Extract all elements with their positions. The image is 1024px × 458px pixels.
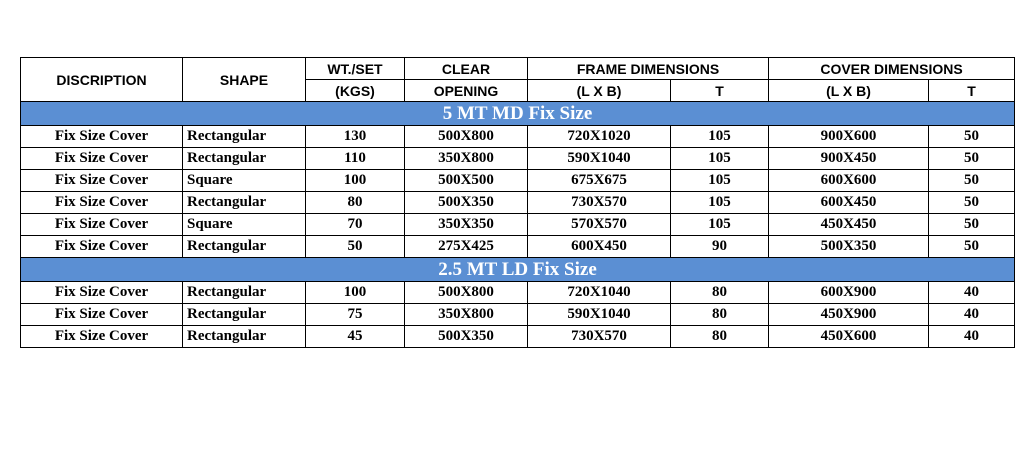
cell-shape: Rectangular bbox=[183, 236, 306, 258]
specification-table bbox=[20, 57, 1015, 348]
table-body bbox=[21, 102, 1015, 348]
table-row bbox=[21, 170, 1015, 192]
cell-frame-lxb: 590X1040 bbox=[528, 148, 671, 170]
section-band bbox=[21, 102, 1015, 126]
cell-clear-opening: 500X800 bbox=[405, 282, 528, 304]
table-row bbox=[21, 282, 1015, 304]
cell-frame-thickness: 80 bbox=[671, 304, 769, 326]
cell-frame-thickness: 105 bbox=[671, 126, 769, 148]
cell-frame-lxb: 590X1040 bbox=[528, 304, 671, 326]
cell-cover-thickness: 50 bbox=[929, 192, 1015, 214]
cell-clear-opening: 350X800 bbox=[405, 148, 528, 170]
cell-weight: 110 bbox=[306, 148, 405, 170]
table-row bbox=[21, 126, 1015, 148]
cell-cover-thickness: 40 bbox=[929, 326, 1015, 348]
cell-frame-lxb: 730X570 bbox=[528, 326, 671, 348]
cell-shape: Rectangular bbox=[183, 304, 306, 326]
cell-description: Fix Size Cover bbox=[21, 192, 183, 214]
cell-description: Fix Size Cover bbox=[21, 326, 183, 348]
cell-shape: Rectangular bbox=[183, 126, 306, 148]
cell-shape: Rectangular bbox=[183, 148, 306, 170]
cell-weight: 45 bbox=[306, 326, 405, 348]
cell-shape: Rectangular bbox=[183, 192, 306, 214]
cell-frame-thickness: 105 bbox=[671, 148, 769, 170]
cell-description: Fix Size Cover bbox=[21, 126, 183, 148]
cell-cover-thickness: 50 bbox=[929, 214, 1015, 236]
header-cover-thickness: T bbox=[929, 80, 1015, 102]
cell-cover-lxb: 600X900 bbox=[769, 282, 929, 304]
section-band bbox=[21, 258, 1015, 282]
cell-weight: 70 bbox=[306, 214, 405, 236]
cell-description: Fix Size Cover bbox=[21, 148, 183, 170]
cell-frame-lxb: 720X1040 bbox=[528, 282, 671, 304]
cell-clear-opening: 275X425 bbox=[405, 236, 528, 258]
cell-cover-thickness: 40 bbox=[929, 304, 1015, 326]
section-title: 2.5 MT LD Fix Size bbox=[21, 258, 1015, 282]
cell-clear-opening: 500X500 bbox=[405, 170, 528, 192]
cell-clear-opening: 500X350 bbox=[405, 192, 528, 214]
cell-cover-thickness: 50 bbox=[929, 126, 1015, 148]
cell-frame-lxb: 730X570 bbox=[528, 192, 671, 214]
header-cover-lxb: (L X B) bbox=[769, 80, 929, 102]
header-shape: SHAPE bbox=[183, 58, 306, 102]
cell-description: Fix Size Cover bbox=[21, 304, 183, 326]
cell-shape: Rectangular bbox=[183, 282, 306, 304]
cell-cover-lxb: 600X600 bbox=[769, 170, 929, 192]
cell-clear-opening: 500X800 bbox=[405, 126, 528, 148]
cell-cover-thickness: 50 bbox=[929, 170, 1015, 192]
cell-weight: 75 bbox=[306, 304, 405, 326]
cell-frame-thickness: 80 bbox=[671, 282, 769, 304]
cell-cover-lxb: 900X600 bbox=[769, 126, 929, 148]
cell-weight: 130 bbox=[306, 126, 405, 148]
cell-weight: 80 bbox=[306, 192, 405, 214]
cell-clear-opening: 350X350 bbox=[405, 214, 528, 236]
cell-frame-thickness: 80 bbox=[671, 326, 769, 348]
header-frame-lxb: (L X B) bbox=[528, 80, 671, 102]
cell-weight: 50 bbox=[306, 236, 405, 258]
header-frame-thickness: T bbox=[671, 80, 769, 102]
header-clear-opening: CLEAR bbox=[405, 58, 528, 80]
cell-cover-thickness: 50 bbox=[929, 236, 1015, 258]
cell-shape: Square bbox=[183, 214, 306, 236]
section-title: 5 MT MD Fix Size bbox=[21, 102, 1015, 126]
header-description: DISCRIPTION bbox=[21, 58, 183, 102]
cell-weight: 100 bbox=[306, 170, 405, 192]
header-weight: WT./SET bbox=[306, 58, 405, 80]
cell-cover-lxb: 600X450 bbox=[769, 192, 929, 214]
header-frame-dimensions: FRAME DIMENSIONS bbox=[528, 58, 769, 80]
cell-cover-lxb: 450X900 bbox=[769, 304, 929, 326]
cell-frame-thickness: 105 bbox=[671, 192, 769, 214]
table-row bbox=[21, 304, 1015, 326]
table-row bbox=[21, 192, 1015, 214]
cell-frame-thickness: 105 bbox=[671, 214, 769, 236]
cell-description: Fix Size Cover bbox=[21, 282, 183, 304]
cell-description: Fix Size Cover bbox=[21, 236, 183, 258]
cell-description: Fix Size Cover bbox=[21, 170, 183, 192]
table-row bbox=[21, 236, 1015, 258]
table-row bbox=[21, 148, 1015, 170]
header-weight-unit: (KGS) bbox=[306, 80, 405, 102]
cell-shape: Rectangular bbox=[183, 326, 306, 348]
table-row bbox=[21, 326, 1015, 348]
cell-weight: 100 bbox=[306, 282, 405, 304]
header-clear-opening-line2: OPENING bbox=[405, 80, 528, 102]
table-row bbox=[21, 214, 1015, 236]
cell-frame-lxb: 675X675 bbox=[528, 170, 671, 192]
header-cover-dimensions: COVER DIMENSIONS bbox=[769, 58, 1015, 80]
cell-shape: Square bbox=[183, 170, 306, 192]
cell-cover-lxb: 450X600 bbox=[769, 326, 929, 348]
cell-frame-lxb: 720X1020 bbox=[528, 126, 671, 148]
cell-frame-thickness: 105 bbox=[671, 170, 769, 192]
cell-cover-thickness: 50 bbox=[929, 148, 1015, 170]
cell-frame-thickness: 90 bbox=[671, 236, 769, 258]
cell-description: Fix Size Cover bbox=[21, 214, 183, 236]
cell-cover-lxb: 450X450 bbox=[769, 214, 929, 236]
cell-frame-lxb: 600X450 bbox=[528, 236, 671, 258]
cell-clear-opening: 500X350 bbox=[405, 326, 528, 348]
cell-cover-lxb: 500X350 bbox=[769, 236, 929, 258]
cell-frame-lxb: 570X570 bbox=[528, 214, 671, 236]
cell-cover-lxb: 900X450 bbox=[769, 148, 929, 170]
cell-clear-opening: 350X800 bbox=[405, 304, 528, 326]
cell-cover-thickness: 40 bbox=[929, 282, 1015, 304]
